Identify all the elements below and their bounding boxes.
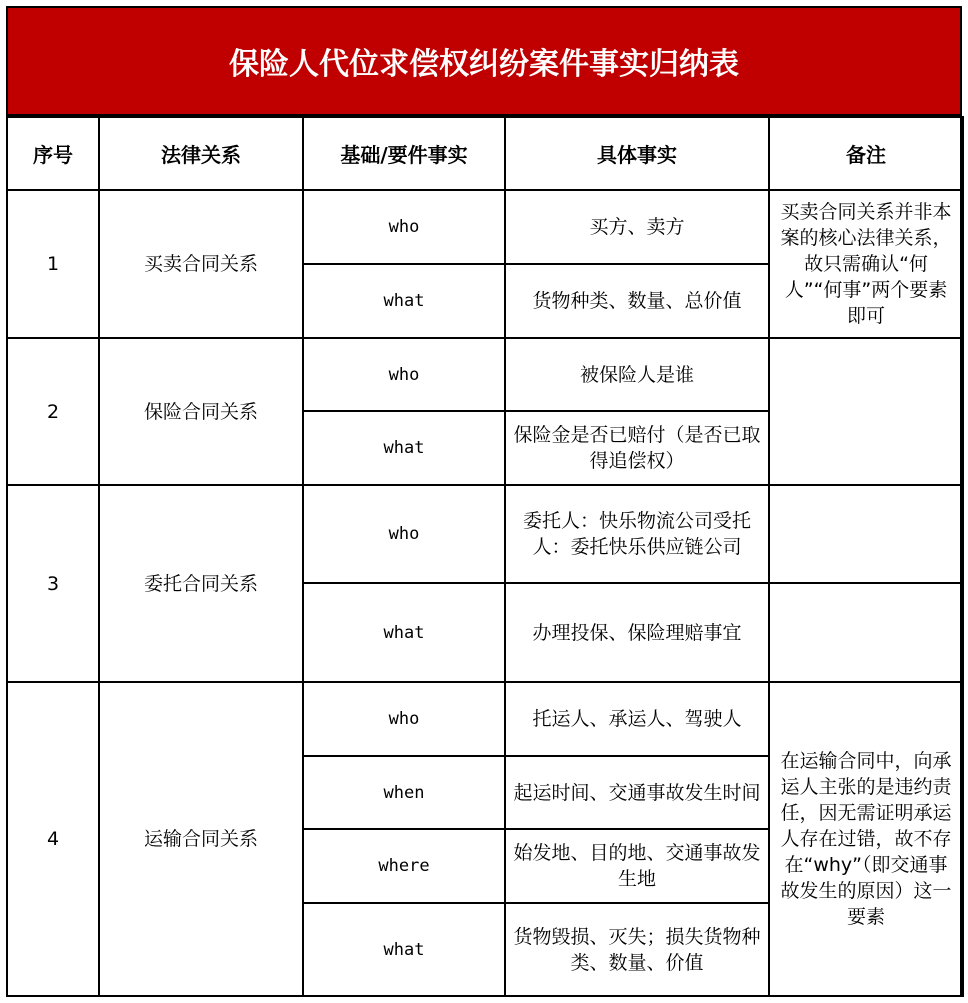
element-cell: where	[303, 829, 505, 903]
element-cell: who	[303, 485, 505, 583]
header-element: 基础/要件事实	[303, 117, 505, 190]
element-cell: who	[303, 682, 505, 756]
fact-cell: 被保险人是谁	[505, 338, 769, 411]
header-seq: 序号	[7, 117, 99, 190]
element-cell: who	[303, 338, 505, 411]
element-cell: what	[303, 264, 505, 338]
fact-cell: 货物种类、数量、总价值	[505, 264, 769, 338]
fact-cell: 办理投保、保险理赔事宜	[505, 583, 769, 682]
note-cell	[769, 485, 963, 583]
page-title: 保险人代位求偿权纠纷案件事实归纳表	[6, 6, 962, 116]
header-fact: 具体事实	[505, 117, 769, 190]
header-note: 备注	[769, 117, 963, 190]
seq-cell: 2	[7, 338, 99, 485]
note-cell: 在运输合同中，向承运人主张的是违约责任，因无需证明承运人存在过错，故不存在“why”（即交通事故发生的原因）这一要素	[769, 682, 963, 996]
header-relation: 法律关系	[99, 117, 303, 190]
facts-table	[6, 116, 964, 997]
note-cell-empty	[769, 583, 963, 682]
seq-cell: 4	[7, 682, 99, 996]
element-cell: when	[303, 756, 505, 829]
fact-cell: 买方、卖方	[505, 190, 769, 264]
fact-cell: 始发地、目的地、交通事故发生地	[505, 829, 769, 903]
table-row	[7, 485, 963, 583]
seq-cell: 3	[7, 485, 99, 682]
fact-cell: 起运时间、交通事故发生时间	[505, 756, 769, 829]
fact-cell: 货物毁损、灭失；损失货物种类、数量、价值	[505, 903, 769, 996]
relation-cell: 保险合同关系	[99, 338, 303, 485]
seq-cell: 1	[7, 190, 99, 338]
header-row	[7, 117, 963, 190]
element-cell: what	[303, 583, 505, 682]
fact-cell: 委托人：快乐物流公司受托人：委托快乐供应链公司	[505, 485, 769, 583]
note-cell	[769, 338, 963, 485]
element-cell: what	[303, 903, 505, 996]
fact-cell: 保险金是否已赔付（是否已取得追偿权）	[505, 411, 769, 485]
table-row	[7, 338, 963, 411]
element-cell: what	[303, 411, 505, 485]
relation-cell: 委托合同关系	[99, 485, 303, 682]
element-cell: who	[303, 190, 505, 264]
relation-cell: 运输合同关系	[99, 682, 303, 996]
relation-cell: 买卖合同关系	[99, 190, 303, 338]
table-row	[7, 682, 963, 756]
table-row	[7, 190, 963, 264]
fact-cell: 托运人、承运人、驾驶人	[505, 682, 769, 756]
note-cell: 买卖合同关系并非本案的核心法律关系，故只需确认“何人”“何事”两个要素即可	[769, 190, 963, 338]
